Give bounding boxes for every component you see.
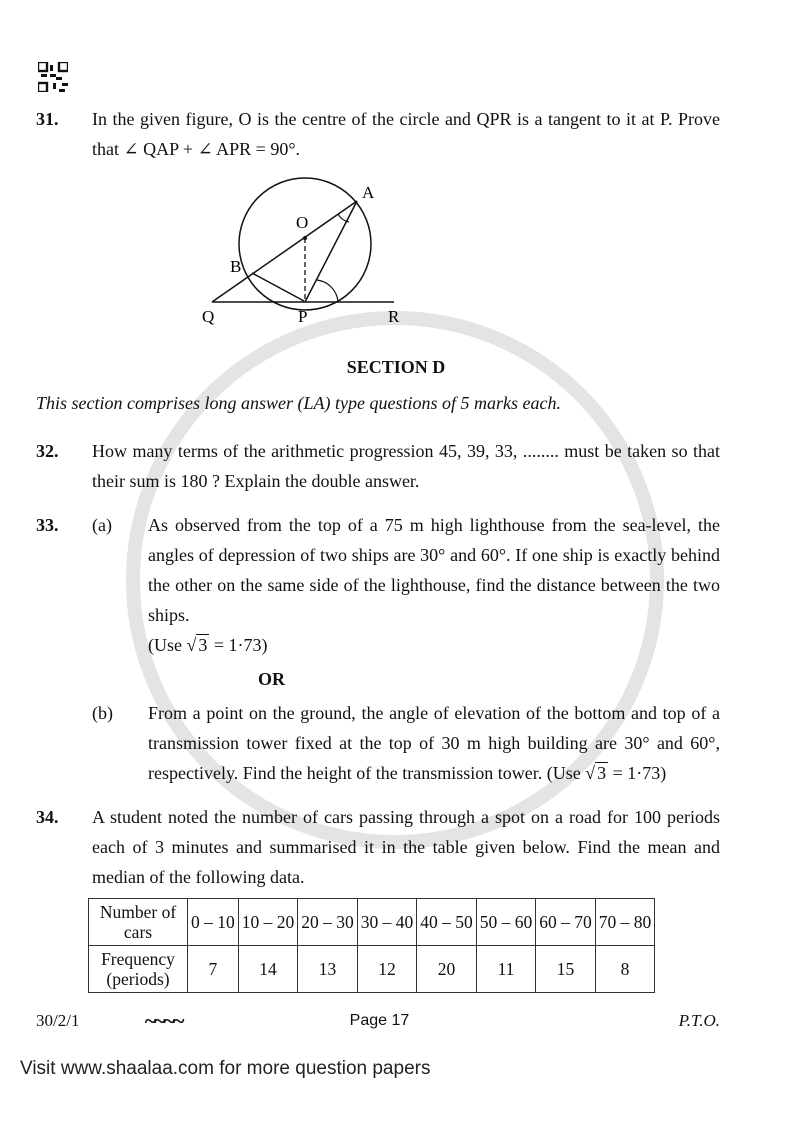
label-p: P <box>298 307 308 326</box>
use-prefix: (Use <box>148 635 187 655</box>
question-31-text: In the given figure, O is the centre of the circle and QPR is a tangent to it at P. Prove that ∠ QAP + ∠ APR = 90°. <box>92 109 720 159</box>
class-interval-cell: 10 – 20 <box>238 899 298 946</box>
part-a-label: (a) <box>92 515 112 535</box>
question-33a-body: As observed from the top of a 75 m high lighthouse from the sea-level, the angles of depression of two ships are 30° and 60°. If one ship is exactly behind the other on the same side of the lighthouse, find the distance between the two ships. <box>148 515 720 625</box>
class-interval-cell: 0 – 10 <box>188 899 239 946</box>
question-31 <box>36 104 720 338</box>
label-q: Q <box>202 307 215 326</box>
question-number: 31. <box>36 109 59 129</box>
question-33a: (a) As observed from the top of a 75 m high lighthouse from the sea-level, the angles of depression of two ships are 30° and 60°. If one ship is exactly behind the other on the same side of the lighthouse, find the distance between the two ships. (Use √ 3 = 1·73) <box>92 510 720 660</box>
question-34 <box>36 802 720 892</box>
sqrt-value: 3 <box>597 763 607 783</box>
or-separator: OR <box>258 669 285 689</box>
frequency-cell: 14 <box>238 946 298 993</box>
frequency-table <box>88 898 655 993</box>
frequency-cell: 12 <box>357 946 417 993</box>
question-number: 32. <box>36 441 59 461</box>
use-suffix: = 1·73) <box>608 763 667 783</box>
question-33b-body: From a point on the ground, the angle of elevation of the bottom and top of a transmission tower fixed at the top of 30 m high building are 30° and 60°, respectively. Find the height of the transmission tower. (Use <box>148 703 720 783</box>
frequency-cell: 11 <box>476 946 536 993</box>
class-interval-cell: 40 – 50 <box>417 899 477 946</box>
use-suffix: = 1·73) <box>209 635 268 655</box>
class-interval-cell: 70 – 80 <box>595 899 655 946</box>
frequency-cell: 20 <box>417 946 477 993</box>
table-row <box>89 899 655 946</box>
class-interval-cell: 20 – 30 <box>298 899 358 946</box>
table-row <box>89 946 655 993</box>
page-footer <box>36 1009 720 1033</box>
question-34-text: A student noted the number of cars passing through a spot on a road for 100 periods each of 3 minutes and summarised it in the table given below. Find the mean and median of the following data. <box>92 807 720 887</box>
label-r: R <box>388 307 400 326</box>
sqrt-value: 3 <box>198 635 208 655</box>
frequency-cell: 13 <box>298 946 358 993</box>
label-b: B <box>230 257 242 276</box>
qr-code-icon <box>38 62 68 92</box>
question-33b: (b) From a point on the ground, the angle of elevation of the bottom and top of a transmission tower fixed at the top of 30 m high building are 30° and 60°, respectively. Find the height of the transmission tower. (Use √ 3 = 1·73) <box>92 698 720 788</box>
paper-code: 30/2/1 <box>36 1011 80 1030</box>
question-number: 34. <box>36 807 59 827</box>
question-32 <box>36 436 720 496</box>
part-b-label: (b) <box>92 703 113 723</box>
frequency-cell: 15 <box>536 946 596 993</box>
section-title: SECTION D <box>346 357 446 377</box>
section-description: This section comprises long answer (LA) type questions of 5 marks each. <box>36 393 561 413</box>
frequency-cell: 8 <box>595 946 655 993</box>
row-header: Number of cars <box>89 899 188 946</box>
frequency-cell: 7 <box>188 946 239 993</box>
row-header: Frequency (periods) <box>89 946 188 993</box>
class-interval-cell: 30 – 40 <box>357 899 417 946</box>
class-interval-cell: 60 – 70 <box>536 899 596 946</box>
question-number: 33. <box>36 515 59 535</box>
pto-label: P.T.O. <box>678 1011 721 1030</box>
question-33 <box>36 510 720 788</box>
label-a: A <box>362 183 375 202</box>
label-o: O <box>296 213 309 232</box>
page-number: Page 17 <box>349 1012 410 1029</box>
class-interval-cell: 50 – 60 <box>476 899 536 946</box>
footer-ornament: ~~~~ <box>144 1008 183 1033</box>
question-32-text: How many terms of the arithmetic progression 45, 39, 33, ........ must be taken so that their sum is 180 ? Explain the double answer. <box>92 441 720 491</box>
visit-link-text[interactable]: Visit www.shaalaa.com for more question papers <box>20 1058 431 1079</box>
circle-tangent-figure <box>186 172 416 332</box>
